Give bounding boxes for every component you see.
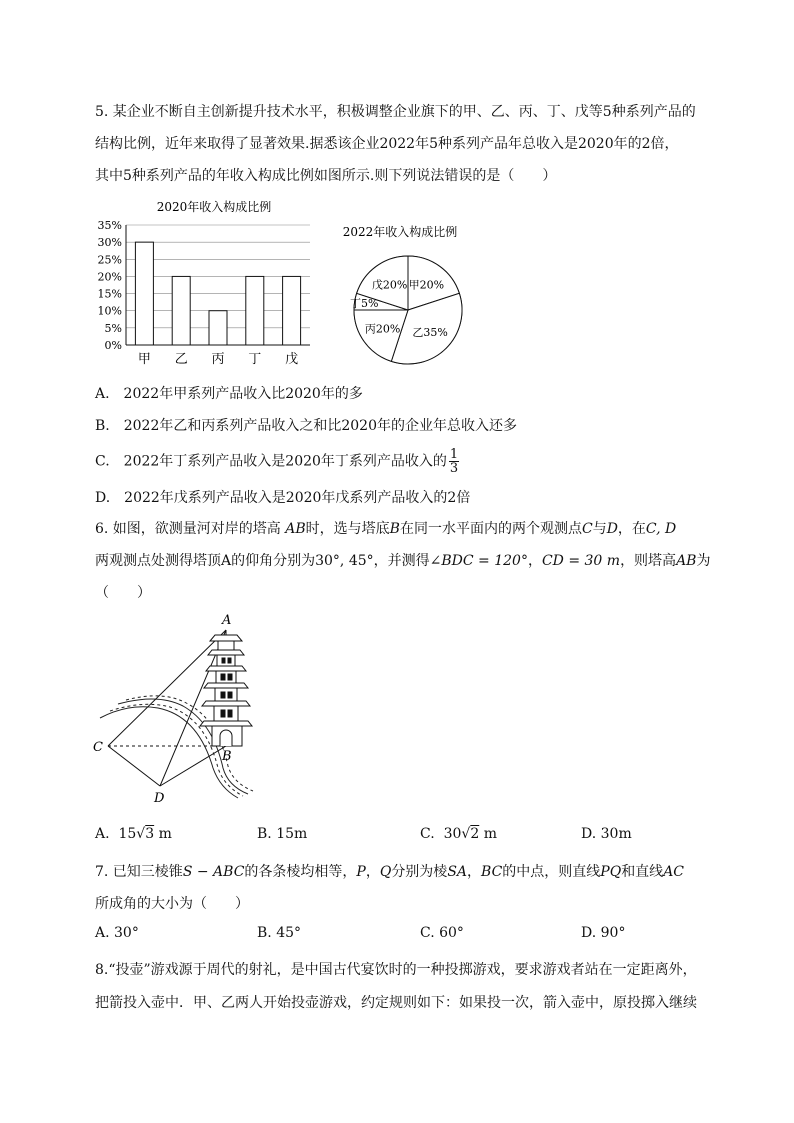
y-tick-label: 35% xyxy=(97,219,122,232)
y-tick-label: 15% xyxy=(97,287,122,301)
math-radicand: 2 xyxy=(470,826,480,842)
x-category-label: 甲 xyxy=(137,352,151,367)
math-sabc: S − ABC xyxy=(182,864,245,880)
y-tick-label: 20% xyxy=(97,270,122,284)
bar-chart-2020 xyxy=(88,195,328,375)
math-unit: m xyxy=(479,826,497,842)
q7-text: ， xyxy=(365,864,380,880)
q6-text: 为 xyxy=(696,553,711,569)
math-coef: 30 xyxy=(443,826,462,842)
q7-text: 和直线 xyxy=(621,864,664,880)
y-tick-label: 0% xyxy=(104,339,122,352)
point-d-label: D xyxy=(154,791,165,806)
fraction-numerator: 1 xyxy=(449,447,459,462)
bar xyxy=(135,242,153,345)
bar-chart-title: 2020年收入构成比例 xyxy=(156,200,272,214)
math-p: P xyxy=(356,864,366,880)
pie-slice-label: 丁5% xyxy=(350,297,379,311)
sqrt-icon: √ xyxy=(136,826,146,842)
q7-option-b[interactable]: B. 45° xyxy=(257,925,302,941)
math-unit: m xyxy=(154,826,172,842)
q7-line-1 xyxy=(95,861,684,881)
q5-line-2: 结构比例，近年来取得了显著效果.据悉该企业2022年5种系列产品年总收入是2020年的2倍， xyxy=(95,136,679,152)
q6-text: 与 xyxy=(592,521,607,537)
math-sa: SA xyxy=(447,864,468,880)
sqrt-icon: √ xyxy=(461,826,471,842)
q6-option-a[interactable] xyxy=(95,826,172,842)
q6-line-2 xyxy=(95,550,710,570)
math-bc: BC xyxy=(481,864,503,880)
q8-line-2: 把箭投入壶中．甲、乙两人开始投壶游戏，约定规则如下：如果投一次，箭入壶中，原投掷入继续 xyxy=(95,995,697,1011)
q5-option-c[interactable] xyxy=(95,448,459,475)
option-letter: C. xyxy=(420,826,435,842)
option-letter: A. xyxy=(95,826,110,842)
x-category-label: 戊 xyxy=(285,352,299,367)
y-tick-label: 30% xyxy=(97,236,122,250)
fraction-denominator: 3 xyxy=(449,461,459,476)
q6-line-3: （ ） xyxy=(95,585,151,601)
pagoda-figure xyxy=(88,608,278,808)
math-radicand: 3 xyxy=(145,826,155,842)
q7-option-d[interactable]: D. 90° xyxy=(581,925,626,941)
pie-slice-label: 戊20% xyxy=(371,278,408,292)
math-c: C xyxy=(581,521,593,537)
line-cd xyxy=(108,746,160,786)
q7-text: 的各条棱均相等， xyxy=(244,864,357,880)
q5-option-d[interactable]: D. 2022年戊系列产品收入是2020年戊系列产品收入的2倍 xyxy=(95,490,471,506)
q6-text: 6. 如图，欲测量河对岸的塔高 xyxy=(95,521,286,537)
math-cd-pair: C, D xyxy=(645,521,677,537)
math-d: D xyxy=(606,521,618,537)
q6-text: 两观测点处测得塔顶A的仰角分别为30°, 45°，并测得 xyxy=(95,553,430,569)
bar xyxy=(246,276,264,345)
q7-text: 7. 已知三棱锥 xyxy=(95,864,183,880)
x-category-label: 丁 xyxy=(248,352,262,367)
q6-option-b[interactable]: B. 15m xyxy=(257,826,308,842)
q6-text: ，在 xyxy=(617,521,646,537)
x-category-label: 乙 xyxy=(174,352,188,367)
q5-option-b[interactable]: B. 2022年乙和丙系列产品收入之和比2020年的企业年总收入还多 xyxy=(95,418,517,434)
fraction-one-third xyxy=(449,448,459,475)
point-c-label: C xyxy=(93,740,103,755)
q7-text: 分别为棱 xyxy=(391,864,448,880)
q6-text: ， xyxy=(527,553,542,569)
q6-text: 在同一水平面内的两个观测点 xyxy=(399,521,582,537)
y-tick-label: 25% xyxy=(97,253,122,267)
q7-text: 的中点，则直线 xyxy=(502,864,601,880)
y-tick-label: 10% xyxy=(97,304,122,318)
q7-line-2: 所成角的大小为（ ） xyxy=(95,896,249,912)
q5-line-1: 5. 某企业不断自主创新提升技术水平，积极调整企业旗下的甲、乙、丙、丁、戊等5种系列产品的 xyxy=(95,104,696,120)
pie-chart-title: 2022年收入构成比例 xyxy=(342,225,458,239)
point-b-label: B xyxy=(222,749,232,764)
q7-option-c[interactable]: C. 60° xyxy=(420,925,464,941)
point-a-label: A xyxy=(222,613,232,628)
bar xyxy=(172,276,190,345)
q5-line-3: 其中5种系列产品的年收入构成比例如图所示.则下列说法错误的是（ ） xyxy=(95,168,557,184)
q5-option-a[interactable]: A. 2022年甲系列产品收入比2020年的多 xyxy=(95,386,363,402)
q5-option-c-text: C. 2022年丁系列产品收入是2020年丁系列产品收入的 xyxy=(95,453,447,470)
pie-chart-2022 xyxy=(340,215,480,375)
math-ab: AB xyxy=(285,521,306,537)
math-ac: AC xyxy=(663,864,685,880)
q7-option-a[interactable]: A. 30° xyxy=(95,925,139,941)
bar xyxy=(209,311,227,345)
pie-slice-label: 丙20% xyxy=(364,322,401,336)
math-cd-eq: CD = 30 m xyxy=(541,553,621,569)
q6-option-c[interactable] xyxy=(420,826,497,842)
math-coef: 15 xyxy=(118,826,137,842)
q6-text: ，则塔高 xyxy=(620,553,677,569)
pie-slice-label: 甲20% xyxy=(408,278,445,292)
math-ab: AB xyxy=(676,553,697,569)
q7-text: ， xyxy=(467,864,482,880)
math-angle: ∠BDC = 120° xyxy=(429,553,528,569)
y-tick-label: 5% xyxy=(104,321,122,335)
bar xyxy=(283,276,301,345)
math-pq: PQ xyxy=(600,864,622,880)
q6-option-d[interactable]: D. 30m xyxy=(581,826,632,842)
q6-line-1 xyxy=(95,518,676,538)
x-category-label: 丙 xyxy=(211,352,225,367)
q6-text: 时，选与塔底 xyxy=(305,521,390,537)
q8-line-1: 8.“投壶”游戏源于周代的射礼，是中国古代宴饮时的一种投掷游戏，要求游戏者站在一定距离外， xyxy=(95,962,697,978)
math-b: B xyxy=(389,521,400,537)
math-q: Q xyxy=(379,864,392,880)
pie-slice-label: 乙35% xyxy=(412,326,448,340)
line-db xyxy=(160,746,226,786)
